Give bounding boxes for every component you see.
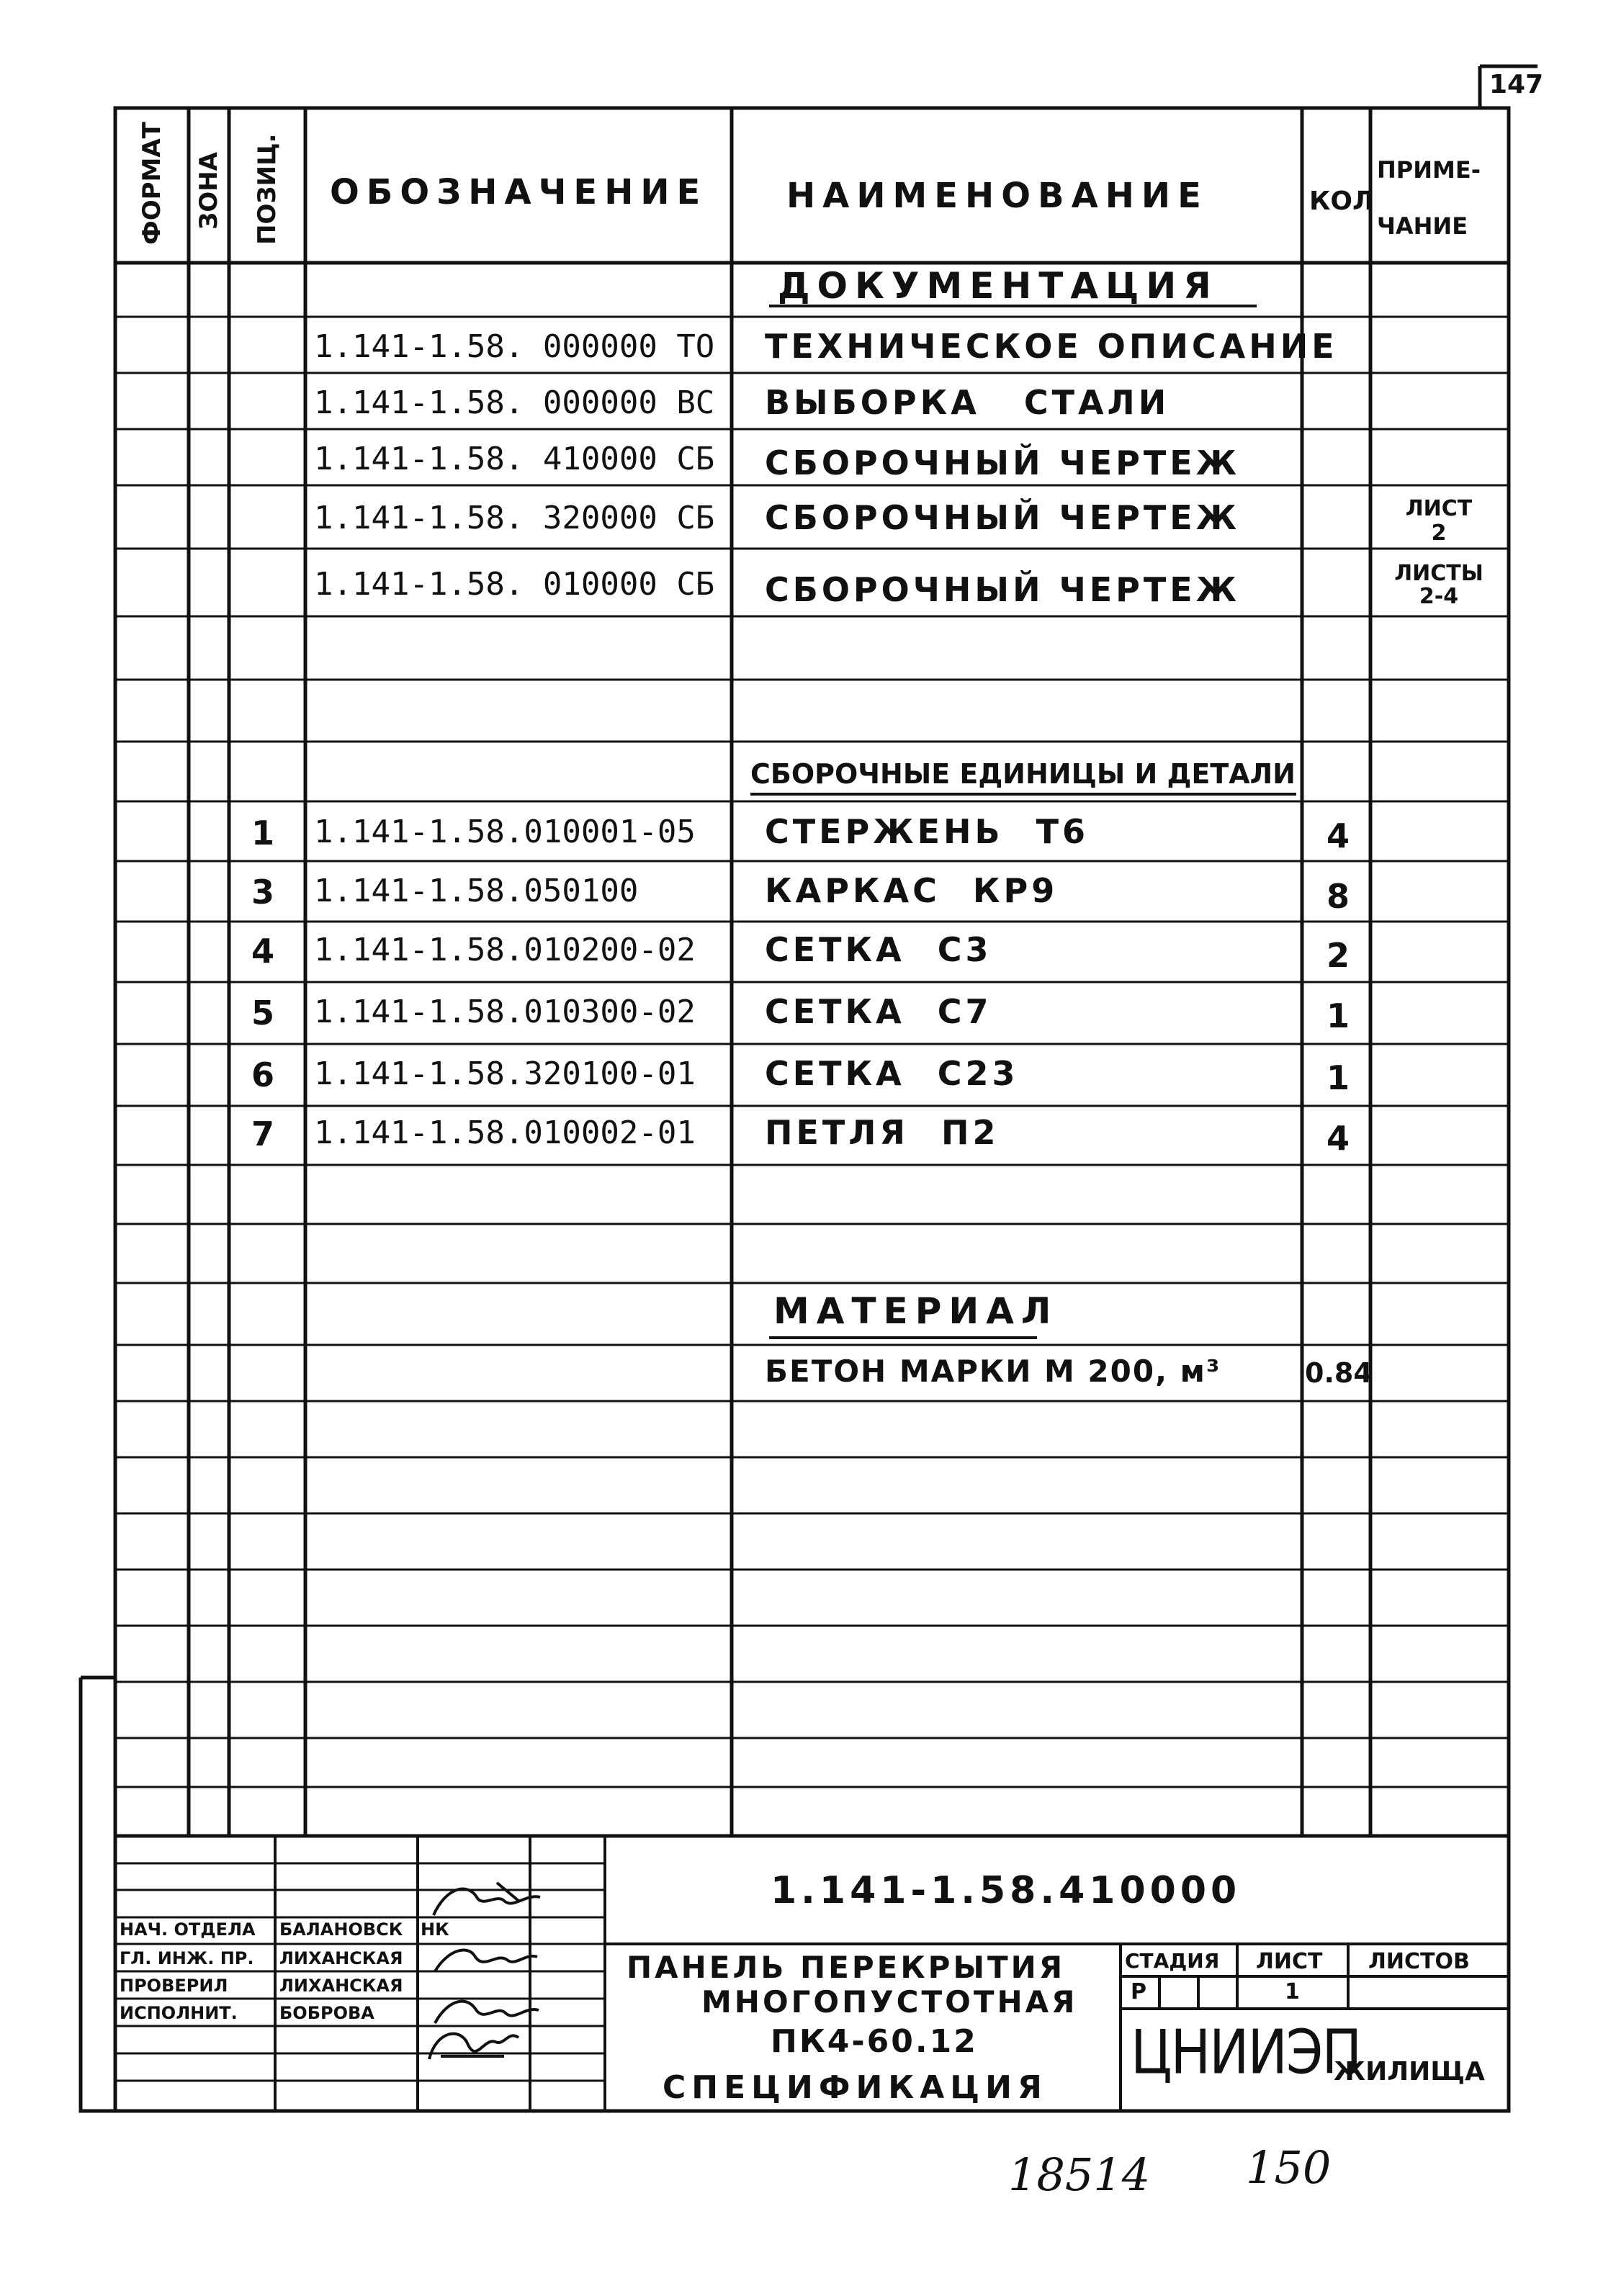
material-qty: 0.84 [1305, 1357, 1373, 1389]
doc-designation: 1.141-1.58. 000000 ВС [314, 384, 715, 421]
part-qty: 1 [1326, 996, 1350, 1035]
part-qty: 8 [1326, 877, 1350, 916]
part-qty: 1 [1326, 1058, 1350, 1097]
title-line-4: СПЕЦИФИКАЦИЯ [663, 2069, 1048, 2106]
title-line-2: МНОГОПУСТОТНАЯ [701, 1984, 1078, 2020]
stage-label: СТАДИЯ [1125, 1949, 1220, 1973]
role-person: ЛИХАНСКАЯ [279, 1948, 403, 1968]
sheet-value: 1 [1285, 1979, 1300, 2004]
section-assembly-units: СБОРОЧНЫЕ ЕДИНИЦЫ И ДЕТАЛИ [750, 758, 1296, 790]
doc-designation: 1.141-1.58. 410000 СБ [314, 441, 715, 477]
doc-name: СБОРОЧНЫЙ ЧЕРТЕЖ [765, 570, 1241, 609]
part-name: СТЕРЖЕНЬ Т6 [765, 812, 1089, 851]
header-qty: КОЛ [1309, 186, 1374, 216]
stage-value: Р [1131, 1979, 1146, 2004]
part-name: СЕТКА С7 [765, 992, 992, 1031]
page-number: 147 [1489, 70, 1544, 99]
sheets-label: ЛИСТОВ [1368, 1949, 1470, 1974]
header-note-1: ПРИМЕ- [1377, 156, 1481, 184]
role-label: НАЧ. ОТДЕЛА [120, 1919, 256, 1940]
nk-stamp: НК [421, 1919, 449, 1940]
header-designation: ОБОЗНАЧЕНИЕ [330, 172, 708, 212]
doc-designation: 1.141-1.58. 000000 ТО [314, 328, 715, 365]
section-documentation: ДОКУМЕНТАЦИЯ [778, 265, 1218, 307]
part-pos: 7 [251, 1115, 274, 1153]
part-pos: 4 [251, 932, 274, 971]
part-pos: 3 [251, 873, 274, 911]
part-designation: 1.141-1.58.010001-05 [314, 814, 696, 850]
role-label: ГЛ. ИНЖ. ПР. [120, 1948, 254, 1968]
header-position: ПОЗИЦ. [253, 133, 282, 245]
part-name: СЕТКА С23 [765, 1054, 1019, 1093]
doc-name: СБОРОЧНЫЙ ЧЕРТЕЖ [765, 444, 1241, 482]
part-name: СЕТКА С3 [765, 930, 992, 969]
org-name: ЦНИИЭП [1131, 2017, 1361, 2088]
doc-note: 2 [1431, 521, 1447, 546]
part-qty: 2 [1326, 936, 1350, 975]
role-person: ЛИХАНСКАЯ [279, 1976, 403, 1996]
role-person: БОБРОВА [279, 2003, 374, 2023]
title-line-1: ПАНЕЛЬ ПЕРЕКРЫТИЯ [627, 1950, 1066, 1985]
doc-note: 2-4 [1419, 584, 1459, 609]
doc-designation: 1.141-1.58. 320000 СБ [314, 500, 715, 536]
part-pos: 1 [251, 814, 274, 852]
part-designation: 1.141-1.58.010300-02 [314, 994, 696, 1030]
part-qty: 4 [1326, 816, 1350, 855]
header-format: ФОРМАТ [138, 122, 166, 245]
part-name: КАРКАС КР9 [765, 871, 1059, 910]
doc-note: ЛИСТЫ [1394, 561, 1483, 586]
title-doc-code: 1.141-1.58.410000 [771, 1869, 1242, 1912]
doc-designation: 1.141-1.58. 010000 СБ [314, 566, 715, 603]
part-pos: 5 [251, 994, 274, 1032]
doc-name: СБОРОЧНЫЙ ЧЕРТЕЖ [765, 498, 1241, 537]
doc-note: ЛИСТ [1405, 496, 1473, 521]
part-name: ПЕТЛЯ П2 [765, 1113, 1000, 1152]
sheet-label: ЛИСТ [1256, 1949, 1323, 1974]
doc-name: ТЕХНИЧЕСКОЕ ОПИСАНИЕ [765, 327, 1338, 366]
part-qty: 4 [1326, 1119, 1350, 1158]
material-name: БЕТОН МАРКИ М 200, м³ [765, 1354, 1221, 1389]
role-person: БАЛАНОВСК [279, 1919, 403, 1940]
header-note-2: ЧАНИЕ [1377, 212, 1468, 240]
header-name: НАИМЕНОВАНИЕ [786, 176, 1208, 216]
org-suffix: ЖИЛИЩА [1334, 2057, 1485, 2086]
doc-name: ВЫБОРКА СТАЛИ [765, 383, 1170, 422]
footer-handwriting-right: 150 [1246, 2141, 1332, 2194]
title-line-3: ПК4-60.12 [771, 2023, 978, 2060]
part-designation: 1.141-1.58.320100-01 [314, 1055, 696, 1092]
footer-handwriting-left: 18514 [1008, 2148, 1151, 2201]
role-label: ИСПОЛНИТ. [120, 2003, 238, 2023]
header-zone: ЗОНА [194, 152, 223, 230]
part-pos: 6 [251, 1055, 274, 1094]
role-label: ПРОВЕРИЛ [120, 1976, 228, 1996]
section-material: МАТЕРИАЛ [773, 1290, 1059, 1332]
part-designation: 1.141-1.58.050100 [314, 873, 639, 909]
part-designation: 1.141-1.58.010002-01 [314, 1115, 696, 1151]
part-designation: 1.141-1.58.010200-02 [314, 932, 696, 968]
